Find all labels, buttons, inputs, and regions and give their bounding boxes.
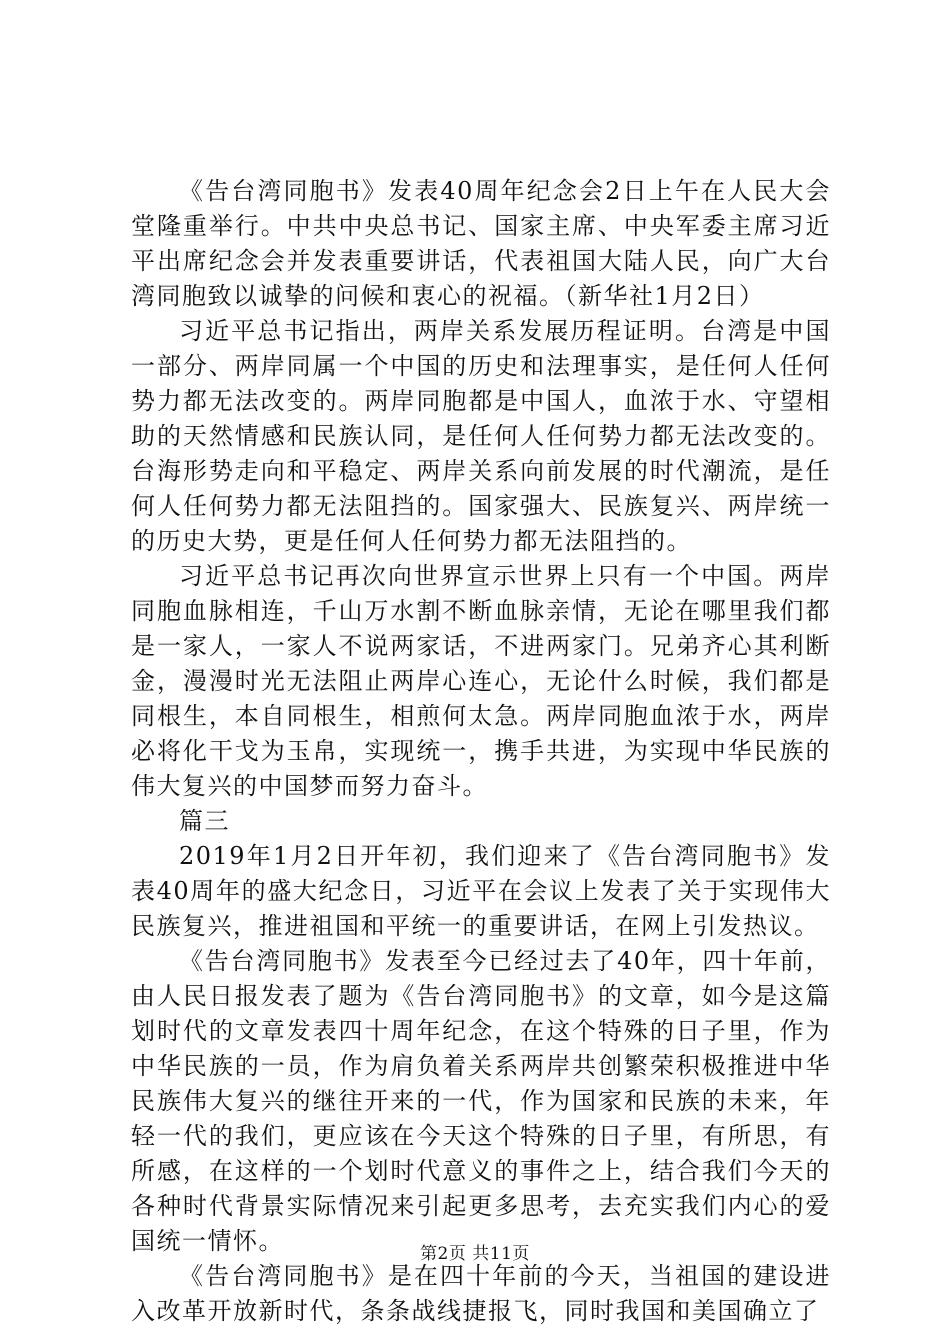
document-body [131, 174, 831, 1329]
paragraph-1: 《告台湾同胞书》发表40周年纪念会2日上午在人民大会堂隆重举行。中共中央总书记、国家主席、中央军委主席习近平出席纪念会并发表重要讲话，代表祖国大陆人民，向广大台湾同胞致以诚挚的问候和衷心的祝福。（新华社1月2日） [131, 177, 831, 310]
paragraph-2: 习近平总书记指出，两岸关系发展历程证明。台湾是中国一部分、两岸同属一个中国的历史和法理事实，是任何人任何势力都无法改变的。两岸同胞都是中国人，血浓于水、守望相助的天然情感和民族认同，是任何人任何势力都无法改变的。台海形势走向和平稳定、两岸关系向前发展的时代潮流，是任何人任何势力都无法阻挡的。国家强大、民族复兴、两岸统一的历史大势，更是任何人任何势力都无法阻挡的。 [131, 317, 831, 555]
paragraph-6: 《告台湾同胞书》是在四十年前的今天，当祖国的建设进入改革开放新时代，条条战线捷报飞，同时我国和美国确立了 [131, 1262, 831, 1325]
paragraph-3: 习近平总书记再次向世界宣示世界上只有一个中国。两岸同胞血脉相连，千山万水割不断血脉亲情，无论在哪里我们都是一家人，一家人不说两家话，不进两家门。兄弟齐心其利断金，漫漫时光无法阻止两岸心连心，无论什么时候，我们都是同根生，本自同根生，相煎何太急。两岸同胞血浓于水，两岸必将化干戈为玉帛，实现统一，携手共进，为实现中华民族的伟大复兴的中国梦而努力奋斗。 [131, 562, 831, 800]
page-footer: 第2页 共11页 [420, 1244, 530, 1264]
section-heading: 篇三 [179, 807, 230, 835]
paragraph-5: 《告台湾同胞书》发表至今已经过去了40年，四十年前，由人民日报发表了题为《告台湾同胞书》的文章，如今是这篇划时代的文章发表四十周年纪念，在这个特殊的日子里，作为中华民族的一员，作为肩负着关系两岸共创繁荣积极推进中华民族伟大复兴的继往开来的一代，作为国家和民族的未来，年轻一代的我们，更应该在今天这个特殊的日子里，有所思，有所感，在这样的一个划时代意义的事件之上，结合我们今天的各种时代背景实际情况来引起更多思考，去充实我们内心的爱国统一情怀。 [131, 947, 831, 1255]
paragraph-4: 2019年1月2日开年初，我们迎来了《告台湾同胞书》发表40周年的盛大纪念日，习近平在会议上发表了关于实现伟大民族复兴，推进祖国和平统一的重要讲话，在网上引发热议。 [131, 842, 831, 940]
